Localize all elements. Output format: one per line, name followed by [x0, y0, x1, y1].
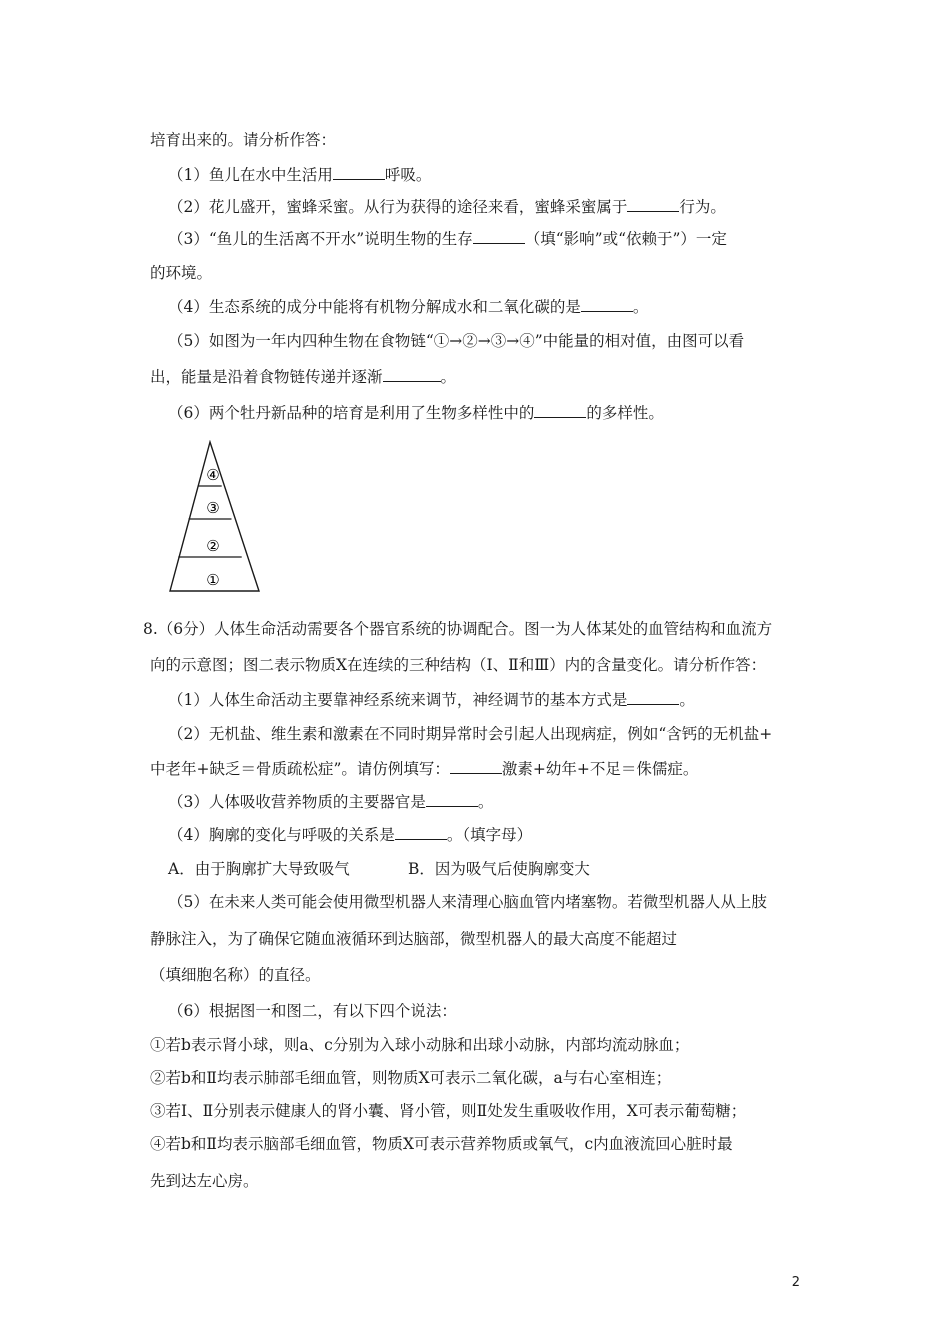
- q7-sub5: （5）如图为一年内四种生物在食物链“①→②→③→④”中能量的相对值，由图可以看: [168, 332, 745, 350]
- q8-option-b[interactable]: B．因为吸气后使胸廓变大: [408, 860, 590, 878]
- q8-sub4-text: （4）胸廓的变化与呼吸的关系是: [168, 826, 395, 844]
- q8-sub2-cont-text: 中老年+缺乏＝骨质疏松症”。请仿例填写：: [150, 760, 450, 778]
- q7-sub4: [168, 296, 648, 318]
- answer-blank[interactable]: [333, 164, 385, 180]
- q8-sub1-text-end: 。: [679, 691, 695, 709]
- q8-heading: 8.（6分）人体生命活动需要各个器官系统的协调配合。图一为人体某处的血管结构和血流方: [143, 620, 773, 638]
- q7-sub2-text-end: 行为。: [679, 198, 726, 216]
- q8-sub5-cont: 静脉注入，为了确保它随血液循环到达脑部，微型机器人的最大高度不能超过: [150, 930, 678, 948]
- q8-sub5-cont2: （填细胞名称）的直径。: [150, 966, 321, 984]
- q7-sub5-cont: [150, 366, 456, 388]
- q8-sub3: [168, 791, 493, 813]
- q7-sub3-text: （3）“鱼儿的生活离不开水”说明生物的生存: [168, 230, 473, 248]
- pyramid-level-1-label: ①: [206, 571, 220, 589]
- q8-sub5: （5）在未来人类可能会使用微型机器人来清理心脑血管内堵塞物。若微型机器人从上肢: [168, 893, 767, 911]
- q7-sub1-text-end: 呼吸。: [384, 166, 432, 184]
- q7-sub3-cont: 的环境。: [150, 264, 213, 282]
- q8-sub4: [168, 824, 532, 846]
- answer-blank[interactable]: [627, 196, 679, 212]
- answer-blank[interactable]: [581, 296, 633, 312]
- q7-sub6-text: （6）两个牡丹新品种的培育是利用了生物多样性中的: [168, 404, 535, 422]
- answer-blank[interactable]: [450, 758, 502, 774]
- q8-statement-1: ①若b表示肾小球，则a、c分别为入球小动脉和出球小动脉，内部均流动脉血；: [150, 1036, 690, 1054]
- q8-sub2: （2）无机盐、维生素和激素在不同时期异常时会引起人出现病症，例如“含钙的无机盐+: [168, 725, 773, 743]
- q8-heading-cont: 向的示意图；图二表示物质X在连续的三种结构（Ⅰ、Ⅱ和Ⅲ）内的含量变化。请分析作答：: [150, 656, 767, 674]
- q7-sub4-text-end: 。: [632, 298, 649, 316]
- answer-blank[interactable]: [426, 791, 478, 807]
- q8-statement-4-cont: 先到达左心房。: [150, 1172, 259, 1190]
- q8-sub3-text-end: 。: [477, 793, 494, 811]
- q7-sub5-cont-end: 。: [440, 368, 457, 386]
- q7-sub1: [168, 164, 431, 186]
- page-number: 2: [791, 1275, 800, 1290]
- q7-sub1-text: （1）鱼儿在水中生活用: [168, 166, 333, 184]
- answer-blank[interactable]: [395, 824, 447, 840]
- answer-blank[interactable]: [534, 402, 586, 418]
- q7-sub4-text: （4）生态系统的成分中能将有机物分解成水和二氧化碳的是: [168, 298, 581, 316]
- answer-blank[interactable]: [473, 228, 525, 244]
- q7-intro-end: 培育出来的。请分析作答：: [150, 131, 337, 149]
- pyramid-level-3-label: ③: [206, 499, 220, 517]
- q8-sub4-text-end: 。（填字母）: [446, 826, 533, 844]
- q7-sub6: [168, 402, 664, 424]
- q8-sub2-cont: [150, 758, 698, 780]
- q8-sub6: （6）根据图一和图二，有以下四个说法：: [168, 1002, 457, 1020]
- energy-pyramid-diagram: [168, 440, 262, 596]
- q8-sub2-cont-end: 激素+幼年+不足＝侏儒症。: [501, 760, 699, 778]
- q7-sub2-text: （2）花儿盛开，蜜蜂采蜜。从行为获得的途径来看，蜜蜂采蜜属于: [168, 198, 628, 216]
- q8-statement-2: ②若b和Ⅱ均表示肺部毛细血管，则物质X可表示二氧化碳，a与右心室相连；: [150, 1069, 672, 1087]
- pyramid-level-2-label: ②: [206, 537, 220, 555]
- q7-sub2: [168, 196, 726, 218]
- q7-sub6-text-end: 的多样性。: [586, 404, 664, 422]
- q7-sub3-text-end: （填“影响”或“依赖于”）一定: [524, 230, 727, 248]
- q8-statement-3: ③若Ⅰ、Ⅱ分别表示健康人的肾小囊、肾小管，则Ⅱ处发生重吸收作用，X可表示葡萄糖；: [150, 1102, 747, 1120]
- q8-option-a[interactable]: A．由于胸廓扩大导致吸气: [168, 860, 350, 878]
- q7-sub5-cont-text: 出，能量是沿着食物链传递并逐渐: [150, 368, 383, 386]
- q8-sub3-text: （3）人体吸收营养物质的主要器官是: [168, 793, 426, 811]
- q8-sub1: [168, 689, 695, 711]
- answer-blank[interactable]: [383, 366, 441, 382]
- q7-sub3: [168, 228, 727, 250]
- q8-sub1-text: （1）人体生命活动主要靠神经系统来调节，神经调节的基本方式是: [168, 691, 628, 709]
- q8-statement-4: ④若b和Ⅱ均表示脑部毛细血管，物质X可表示营养物质或氧气，c内血液流回心脏时最: [150, 1135, 733, 1153]
- pyramid-level-4-label: ④: [206, 466, 220, 484]
- answer-blank[interactable]: [627, 689, 679, 705]
